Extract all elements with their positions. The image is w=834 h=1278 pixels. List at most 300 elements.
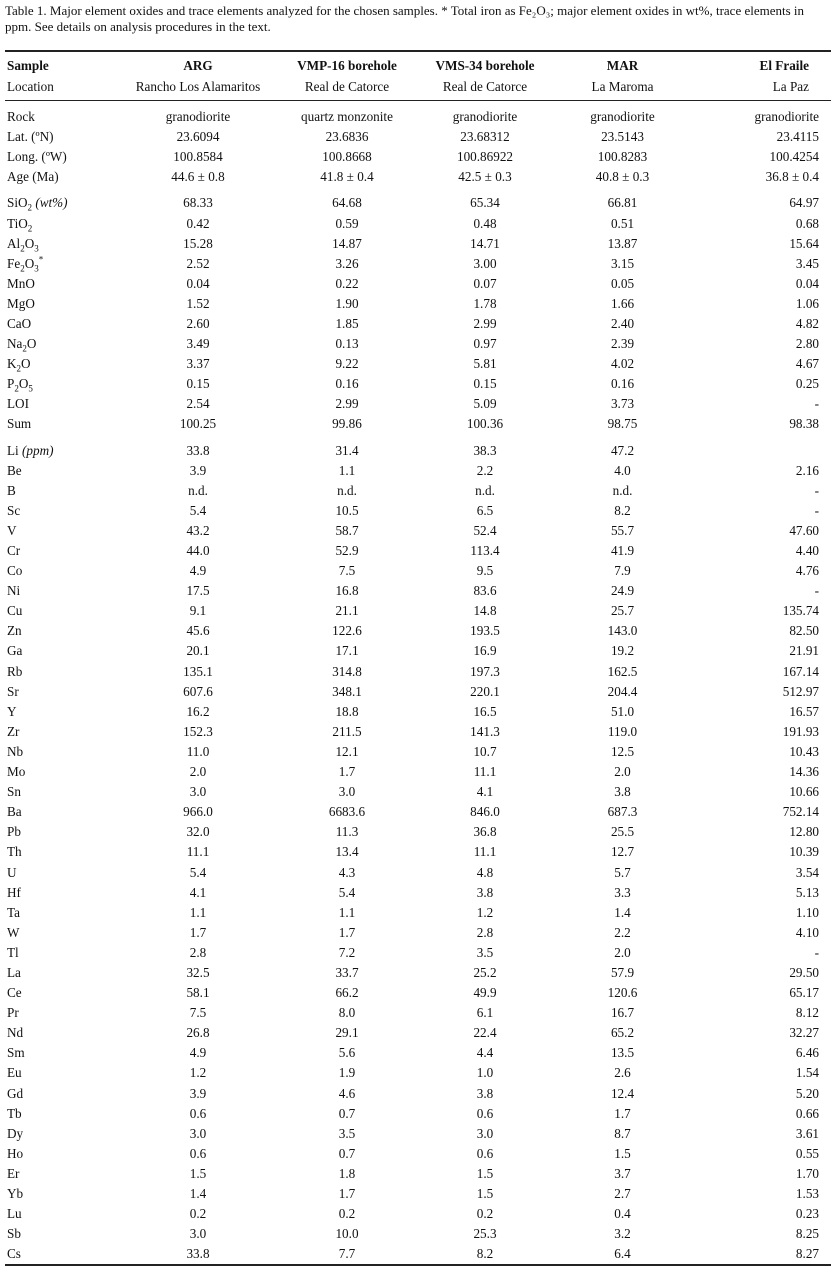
cell-value: 5.81 [473,356,497,372]
location-name-text: La Paz [772,78,809,94]
cell-value [691,213,831,233]
cell-value: 0.07 [473,275,497,291]
unit-note: (ppm) [22,442,54,458]
cell-value-text: 167.14 [782,663,819,679]
cell-value-text: 2.80 [795,336,819,352]
cell-value: 21.1 [335,603,359,619]
row-label-text: Eu [7,1065,22,1081]
table-row [5,1043,831,1063]
table-row [5,802,831,822]
row-label [5,862,118,882]
cell-value: 1.1 [189,904,207,920]
cell-value: 1.2 [189,1065,207,1081]
cell-value: 13.87 [607,235,638,251]
row-label [5,1063,118,1083]
unit-note: (wt%) [35,195,68,211]
sample-name: VMS-34 borehole [435,57,535,73]
table-row [5,187,831,213]
cell-value: 9.1 [189,603,207,619]
cell-value [691,1164,831,1184]
row-label [5,682,118,702]
cell-value: 15.28 [183,235,213,251]
cell-value: 23.68312 [460,129,510,145]
row-label-text: LOI [7,396,29,412]
cell-value: 4.4 [476,1045,494,1061]
row-label [5,461,118,481]
table-row [5,1164,831,1184]
table-row [5,983,831,1003]
cell-value: 1.90 [335,295,359,311]
cell-value-text: 32.27 [789,1025,819,1041]
cell-value: 3.9 [189,462,207,478]
cell-value-text: 3.45 [795,255,819,271]
cell-value: granodiorite [590,109,655,125]
formula-part: O [24,255,35,271]
row-label [5,147,118,167]
table-row [5,147,831,167]
cell-value: 4.0 [614,462,631,478]
cell-value-text: - [814,482,819,498]
row-label [5,1023,118,1043]
cell-value-text: 0.68 [795,215,819,231]
cell-value: 204.4 [607,683,638,699]
cell-value: 1.52 [186,295,210,311]
cell-value [691,167,831,187]
row-label-text: B [7,482,16,498]
cell-value: 18.8 [335,703,359,719]
formula-part: SiO [7,195,28,211]
cell-value [691,923,831,943]
cell-value: 0.15 [473,376,497,392]
cell-value: 17.1 [335,643,359,659]
cell-value-text: 135.74 [782,603,819,619]
row-label [5,923,118,943]
cell-value: 1.5 [614,1145,631,1161]
row-label [5,621,118,641]
cell-value-text: 47.60 [789,522,819,538]
cell-value: 1.7 [338,764,356,780]
cell-value: 3.37 [186,356,210,372]
formula-subscript: 2 [20,263,25,274]
cell-value: 13.5 [610,1045,635,1061]
table-row [5,521,831,541]
cell-value [691,862,831,882]
cell-value: 57.9 [610,964,635,980]
cell-value: 65.34 [470,195,500,211]
row-label-text: Co [7,563,23,579]
cell-value: 10.5 [335,502,359,518]
cell-value [691,254,831,274]
cell-value: 52.4 [473,522,497,538]
table-row [5,762,831,782]
cell-value: 2.7 [614,1186,631,1202]
table-row [5,581,831,601]
cell-value: 2.54 [186,396,210,412]
cell-value [691,1144,831,1164]
cell-value: 0.7 [338,1145,356,1161]
row-label [5,1224,118,1244]
cell-value: 100.86922 [456,149,514,165]
cell-value: 2.40 [610,315,635,331]
cell-value: 0.05 [610,275,635,291]
cell-value: 2.52 [186,255,210,271]
location-name [691,76,831,101]
cell-value: 0.2 [338,1206,356,1222]
cell-value: 2.0 [614,944,631,960]
cell-value-text: 4.40 [795,543,819,559]
formula-subscript: 3 [34,263,39,274]
cell-value [691,541,831,561]
row-label [5,414,118,434]
cell-value: 4.1 [189,884,207,900]
location-name: La Maroma [554,76,691,101]
cell-value: 11.3 [335,824,359,840]
row-label [5,561,118,581]
row-label-text: Ce [7,985,22,1001]
cell-value: 8.0 [338,1005,356,1021]
cell-value-text: 1.10 [795,904,819,920]
table-row [5,702,831,722]
row-label [5,1104,118,1124]
cell-value: 23.5143 [601,129,644,145]
cell-value: 846.0 [470,804,500,820]
row-label-text: Rock [7,109,35,125]
table-row [5,682,831,702]
cell-value: 100.8584 [173,149,223,165]
cell-value: 3.5 [338,1125,356,1141]
cell-value: 3.0 [189,1226,207,1242]
cell-value [691,127,831,147]
table-row [5,963,831,983]
row-label-text: Be [7,462,22,478]
cell-value: 120.6 [607,985,638,1001]
cell-value: 1.78 [473,295,497,311]
cell-value-text: 3.61 [795,1125,819,1141]
table-row [5,662,831,682]
cell-value: 3.2 [614,1226,631,1242]
row-label-text: Nd [7,1025,24,1041]
row-label-text: V [7,522,17,538]
cell-value: 113.4 [470,543,500,559]
cell-value: 2.0 [614,764,631,780]
row-label [5,394,118,414]
cell-value: 26.8 [186,1025,210,1041]
cell-value: 0.59 [335,215,359,231]
row-label-text: Gd [7,1085,24,1101]
cell-value: 1.7 [338,1186,356,1202]
formula-subscript: 2 [20,243,25,254]
row-label [5,702,118,722]
cell-value: 11.1 [473,764,497,780]
cell-value: 2.8 [476,924,494,940]
cell-value: 11.1 [473,844,497,860]
row-label [5,435,118,461]
cell-value-text: 10.39 [789,844,819,860]
cell-value: 2.99 [473,315,497,331]
formula-part: Fe [7,255,21,271]
cell-value: 3.5 [476,944,494,960]
cell-value: n.d. [612,482,633,498]
cell-value [691,1104,831,1124]
cell-value: 31.4 [335,442,359,458]
cell-value: 14.71 [470,235,500,251]
cell-value: 17.5 [186,583,210,599]
row-label [5,501,118,521]
cell-value-text: 82.50 [789,623,819,639]
cell-value: 3.8 [476,1085,494,1101]
cell-value: n.d. [188,482,208,498]
cell-value: 0.2 [476,1206,494,1222]
cell-value: 25.3 [473,1226,497,1242]
cell-value: 0.15 [186,376,210,392]
cell-value-text: 16.57 [789,703,819,719]
cell-value: 0.6 [189,1145,207,1161]
cell-value [691,187,831,213]
row-label [5,213,118,233]
row-label-text: Dy [7,1125,24,1141]
table-row [5,435,831,461]
row-label [5,963,118,983]
formula-subscript: 2 [27,223,33,234]
row-label-text: Cr [7,543,21,559]
table-row [5,213,831,233]
cell-value: 36.8 [473,824,497,840]
cell-value: 44.0 [186,543,210,559]
cell-value: 100.8283 [597,149,648,165]
row-label [5,822,118,842]
cell-value [691,521,831,541]
row-label-text: Long. (ºW) [7,149,67,165]
cell-value-text: - [814,944,819,960]
cell-value [691,903,831,923]
cell-value: 1.85 [335,315,359,331]
cell-value [691,702,831,722]
formula-superscript: * [38,254,44,265]
cell-value [691,1043,831,1063]
cell-value [691,314,831,334]
cell-value-text: 23.4115 [776,129,819,145]
cell-value: 0.6 [476,1145,494,1161]
table-row [5,561,831,581]
cell-value: 14.87 [332,235,362,251]
cell-value: 1.1 [338,904,356,920]
row-label [5,294,118,314]
cell-value: 220.1 [470,683,500,699]
cell-value: 100.25 [179,416,217,432]
cell-value: 0.51 [610,215,635,231]
row-label [5,334,118,354]
row-label-text: Pb [7,824,21,840]
cell-value: 14.8 [473,603,497,619]
cell-value: 193.5 [470,623,500,639]
cell-value [691,581,831,601]
cell-value [691,641,831,661]
row-label [5,802,118,822]
cell-value-text: 1.70 [795,1165,819,1181]
cell-value: 68.33 [183,195,213,211]
cell-value: 22.4 [473,1025,497,1041]
cell-value: 162.5 [607,663,638,679]
table-row [5,1003,831,1023]
row-label-text: U [7,864,17,880]
formula-part: O [21,356,31,372]
cell-value: 1.1 [338,462,356,478]
cell-value: 55.7 [610,522,635,538]
cell-value [691,334,831,354]
cell-value: 0.42 [186,215,210,231]
cell-value: 197.3 [470,663,500,679]
row-label-text: Ga [7,643,23,659]
row-label [5,254,118,274]
cell-value-text: 4.82 [795,315,819,331]
cell-value: 3.0 [338,784,356,800]
row-label [5,274,118,294]
cell-value-text: - [814,502,819,518]
cell-value: 8.2 [476,1246,494,1262]
cell-value: 2.0 [189,764,207,780]
cell-value: 5.6 [338,1045,356,1061]
sample-name: MAR [606,57,639,73]
cell-value-text: 512.97 [782,683,819,699]
cell-value-text: 1.06 [795,295,819,311]
cell-value: 7.9 [614,563,631,579]
cell-value: 16.2 [186,703,210,719]
cell-value: 0.04 [186,275,210,291]
row-label [5,1144,118,1164]
row-label [5,641,118,661]
row-label-text: Age (Ma) [7,169,59,185]
cell-value: 41.9 [610,543,635,559]
cell-value [691,1124,831,1144]
cell-value: 6683.6 [328,804,366,820]
cell-value: 607.6 [183,683,213,699]
row-label [5,167,118,187]
row-label-text: Er [7,1165,20,1181]
cell-value: 49.9 [473,985,497,1001]
row-label-text: Zr [7,723,20,739]
cell-value-text: 64.97 [789,195,819,211]
row-label-text: Y [7,703,17,719]
cell-value: 143.0 [607,623,638,639]
cell-value: 66.2 [335,985,359,1001]
table-row [5,782,831,802]
cell-value: 2.2 [476,462,494,478]
table-row [5,254,831,274]
table-row [5,461,831,481]
cell-value: 3.0 [189,784,207,800]
cell-value: 0.4 [614,1206,631,1222]
cell-value-text: 29.50 [789,964,819,980]
cell-value [691,294,831,314]
cell-value: 4.9 [189,1045,207,1061]
cell-value: 3.8 [476,884,494,900]
row-label [5,521,118,541]
cell-value: 5.09 [473,396,497,412]
cell-value: 33.8 [186,442,210,458]
cell-value: 0.6 [476,1105,494,1121]
cell-value: granodiorite [165,109,231,125]
cell-value: 0.22 [335,275,359,291]
cell-value: 64.68 [332,195,362,211]
row-label-text: Nb [7,743,24,759]
row-label-text: Rb [7,663,23,679]
row-label [5,581,118,601]
cell-value: 58.1 [186,985,210,1001]
row-label [5,1003,118,1023]
formula-subscript: 2 [16,363,22,374]
row-label [5,762,118,782]
cell-value: 16.7 [610,1005,635,1021]
cell-value: 1.5 [476,1186,494,1202]
row-label [5,314,118,334]
cell-value [691,983,831,1003]
row-label-text: Cu [7,603,23,619]
cell-value: 33.8 [186,1246,210,1262]
row-label [5,234,118,254]
cell-value [691,1003,831,1023]
row-label-text: Pr [7,1005,19,1021]
sample-name [691,51,831,76]
cell-value-text: 1.53 [795,1186,819,1202]
cell-value-text: 10.43 [789,743,819,759]
cell-value [691,101,831,128]
cell-value: 9.5 [476,563,494,579]
cell-value: 3.0 [476,1125,494,1141]
row-label [5,481,118,501]
row-label [5,1043,118,1063]
cell-value [691,147,831,167]
cell-value: 5.7 [614,864,631,880]
cell-value-text: 21.91 [789,643,819,659]
cell-value-text: 10.66 [789,784,819,800]
formula-subscript: 2 [14,383,19,394]
cell-value: 3.73 [610,396,635,412]
table-row [5,862,831,882]
cell-value [691,621,831,641]
table-row [5,101,831,128]
row-label-text: La [7,964,21,980]
table-row [5,883,831,903]
cell-value: 10.0 [335,1226,359,1242]
formula-part: O [26,336,37,352]
cell-value: 0.13 [335,336,359,352]
cell-value: 12.4 [610,1085,635,1101]
cell-value-text: 65.17 [789,985,819,1001]
table-row [5,641,831,661]
cell-value-text: 12.80 [789,824,819,840]
cell-value-text: 0.55 [795,1145,819,1161]
location-name: Real de Catorce [416,76,554,101]
cell-value-text: 8.25 [795,1226,819,1242]
cell-value: 8.7 [614,1125,631,1141]
row-label-text: Tl [7,944,19,960]
cell-value: 1.7 [189,924,207,940]
row-label-text: Mo [7,764,26,780]
cell-value: 7.5 [189,1005,207,1021]
formula-subscript: 2 [27,203,33,214]
cell-value: 0.7 [338,1105,356,1121]
cell-value-text: 14.36 [789,764,819,780]
cell-value: n.d. [337,482,357,498]
cell-value: 1.7 [614,1105,631,1121]
cell-value: 4.6 [338,1085,356,1101]
cell-value: 16.8 [335,583,359,599]
table-row [5,1224,831,1244]
row-label [5,187,118,213]
cell-value: 52.9 [335,543,359,559]
row-label-text: MnO [7,275,35,291]
cell-value-text: 6.46 [795,1045,819,1061]
